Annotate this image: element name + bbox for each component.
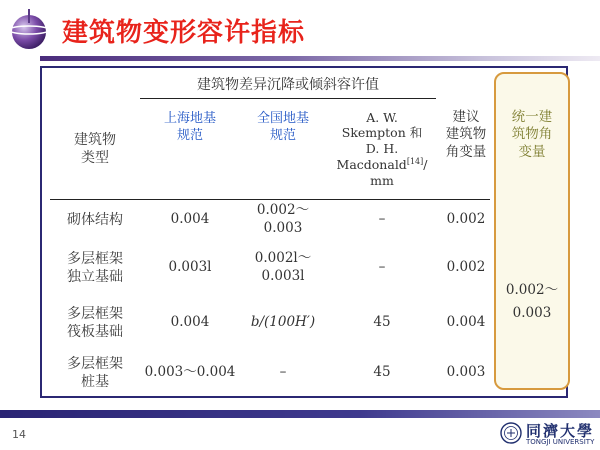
- row-shanghai-value: 0.003l: [168, 259, 212, 276]
- unified-value: 0.002～ 0.003: [505, 282, 559, 321]
- row-skempton-value: –: [378, 211, 386, 228]
- header-group-label: 建筑物差异沉降或倾斜容许值: [197, 76, 379, 93]
- page-number: 14: [12, 428, 26, 441]
- footer-bar: [0, 410, 600, 418]
- row-shanghai-value: 0.003～0.004: [144, 364, 236, 381]
- header-divider: [40, 56, 600, 61]
- row-skempton-value: 45: [373, 314, 391, 331]
- header-group-rule: [140, 98, 436, 99]
- row-type-frame-isolated: 多层框架 独立基础: [67, 250, 123, 285]
- university-logo: [500, 420, 596, 448]
- row-type-masonry: 砌体结构: [67, 211, 123, 228]
- slide-header: [0, 0, 600, 58]
- row-national-value: 0.002～ 0.003: [256, 202, 310, 236]
- row-shanghai-value: 0.004: [170, 211, 210, 228]
- row-skempton-value: –: [378, 259, 386, 276]
- slide-title: 建筑物变形容许指标: [62, 18, 306, 48]
- row-type-frame-raft: 多层框架 筏板基础: [67, 305, 123, 340]
- header-unified-angular-distortion: 统一建 筑物角 变量: [511, 108, 553, 160]
- row-shanghai-value: 0.004: [170, 314, 210, 331]
- row-type-frame-pile: 多层框架 桩基: [67, 355, 123, 390]
- header-bottom-rule: [50, 199, 490, 200]
- row-suggest-value: 0.004: [446, 314, 486, 331]
- university-seal-icon: [500, 422, 522, 444]
- header-suggested-angular-distortion: 建议 建筑物 角变量: [445, 108, 487, 160]
- row-national-value: 0.002l～ 0.003l: [254, 250, 312, 284]
- header-building-type: 建筑物 类型: [74, 131, 116, 166]
- row-suggest-value: 0.002: [446, 211, 486, 228]
- row-suggest-value: 0.003: [446, 364, 486, 381]
- university-name-en: TONGJI UNIVERSITY: [526, 438, 595, 446]
- header-skempton-macdonald: A. W. Skempton 和 D. H. Macdonald[14]/ mm: [336, 109, 428, 188]
- header-national-code: 全国地基 规范: [256, 111, 309, 143]
- row-national-value: b/(100H′): [250, 314, 316, 331]
- header-shanghai-code: 上海地基 规范: [163, 111, 216, 143]
- university-name-cn: 同濟大學: [526, 422, 595, 440]
- row-skempton-value: 45: [373, 364, 391, 381]
- row-national-value: –: [279, 364, 287, 381]
- row-suggest-value: 0.002: [446, 259, 486, 276]
- globe-logo-icon: [6, 6, 52, 52]
